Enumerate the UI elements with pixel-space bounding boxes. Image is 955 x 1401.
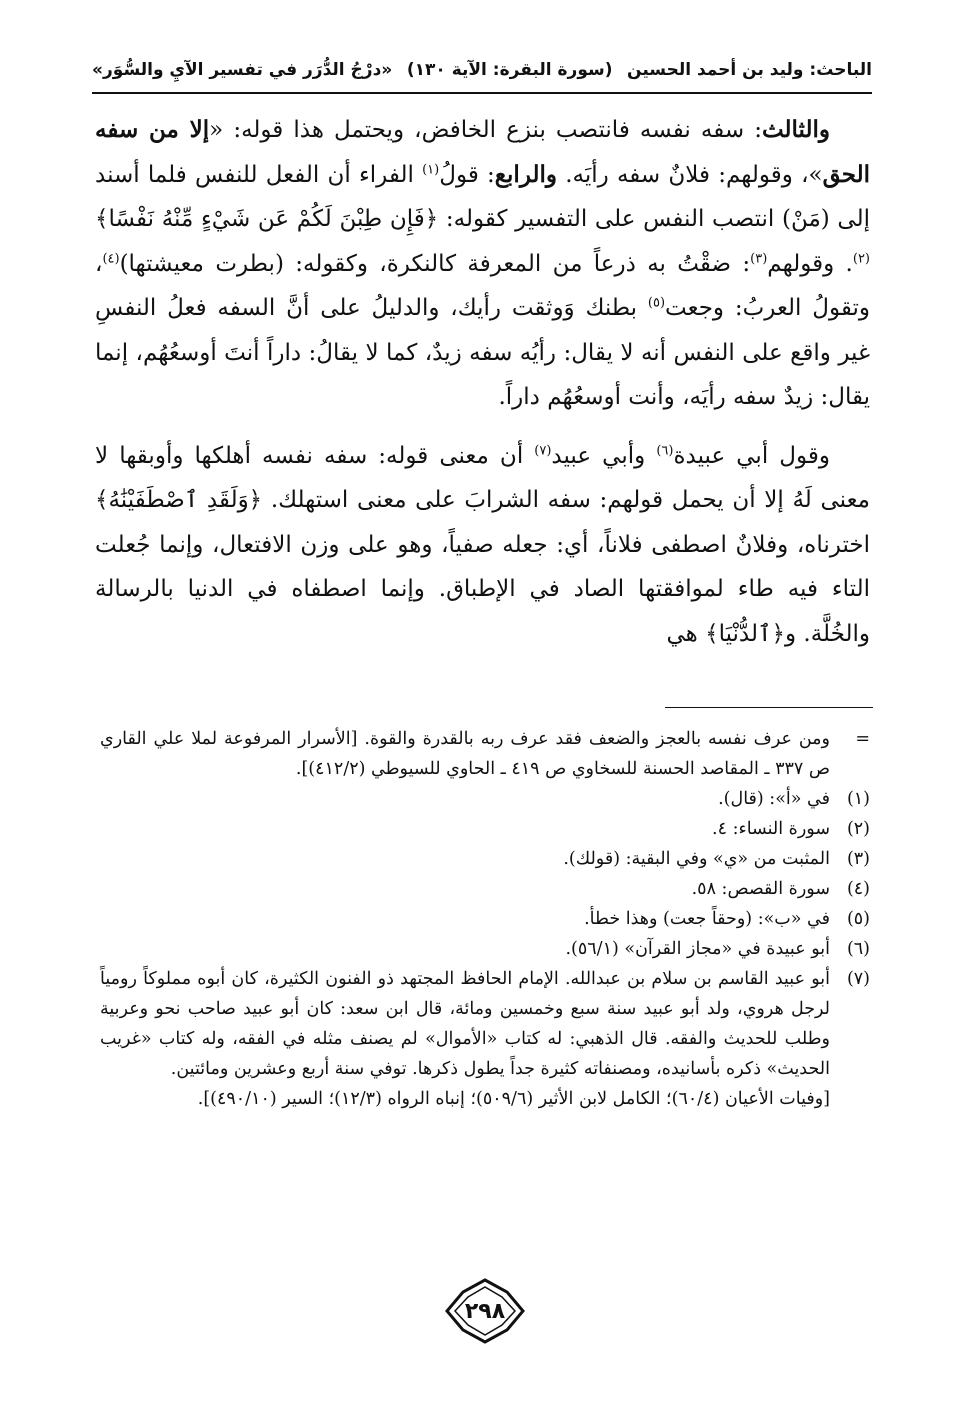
footnote-ref-5[interactable]: (٥) [647,295,666,311]
footnote-text: المثبت من «ي» وفي البقية: (قولك). [563,849,830,869]
footnote-number: (٧) [846,969,870,989]
footnote-text: أبو عبيد القاسم بن سلام بن عبدالله. الإمام الحافظ المجتهد ذو الفنون الكثيرة، كان أبوه مملوكاً رومياً لرجل هروي، ولد أبو عبيد سنة سبع وخمسين ومائة، قال ابن سعد: كان أبو عبيد صاحب نحو وعربية وطلب للحديث والفقه. قال الذهبي: له كتاب «الأموال» لم يصنف مثله في الفقه، وله كتاب «غريب الحديث» ذكره بأسانيده، ومصنفاته كثيرة جداً يطول ذكرها. توفي سنة أربع وعشرين ومائتين. [100,969,830,1079]
quote-bold: إلا من سفه الحق [95,116,870,188]
footnote-1 [100,784,870,814]
term-fourth: والرابع [494,160,558,188]
header-book-title: «درْجُ الدُّرَر في تفسير الآيِ والسُّوَر» [92,60,393,80]
footnote-7 [100,964,870,1114]
footnote-6 [100,934,870,964]
footnote-number: (٤) [846,879,870,899]
footnote-text: سورة النساء: ٤. [712,819,830,839]
text-run: : ضقْتُ به ذرعاً من المعرفة كالنكرة، وكقوله: (بطرت معيشتها) [119,250,751,277]
footnote-text: ومن عرف نفسه بالعجز والضعف فقد عرف ربه بالقدرة والقوة. [الأسرار المرفوعة لملا علي القاري ص ٣٣٧ ـ المقاصد الحسنة للسخاوي ص ٤١٩ ـ الحاوي للسيوطي (٤١٢/٢)]. [100,729,830,779]
footnote-number: (٥) [846,909,870,929]
text-run: »، وقولهم: فلانٌ سفه رأيَه. [557,161,823,188]
header-author: الباحث: وليد بن أحمد الحسين [627,60,872,80]
footnote-text: أبو عبيدة في «مجاز القرآن» (٥٦/١). [565,939,830,959]
paragraph-2 [95,434,870,657]
text-run: بطنك وَوثقت رأيك، والدليلُ على أنَّ السفه فعلُ النفسِ غير واقع على النفس أنه لا يقال: رأيُه سفه زيدٌ، كما لا يقالُ: داراً أنتَ أوسعُهُم، إنما يقال: زيدٌ سفه رأيَه، وأنت أوسعُهُم داراً. [95,295,870,410]
term-third: والثالث [761,116,830,143]
footnote-number: (٢) [846,819,870,839]
footnote-ref-2[interactable]: (٢) [852,250,870,266]
header-rule [92,92,872,94]
footnote-ref-1[interactable]: (١) [422,161,440,177]
footnote-continued [100,724,870,784]
footnote-5 [100,904,870,934]
footnote-text: سورة القصص: ٥٨. [691,879,830,899]
footnote-separator [665,707,873,708]
text-run: وأبي عبيد [551,442,657,469]
text-run: الفراء أن الفعل للنفس فلما أسند إلى (مَنْ) انتصب النفس على التفسير كقوله: ﴿فَإِن طِبْنَ لَكُمْ عَن شَيْءٍ مِّنْهُ نَفْسًا﴾ [95,161,870,232]
footnote-number: (١) [846,789,870,809]
page-number: ٢٩٨ [464,1298,506,1324]
text-run: : قولُ [439,161,495,188]
footnote-ref-7[interactable]: (٧) [534,442,552,458]
header-section: (سورة البقرة: الآية ١٣٠) [406,60,613,80]
paragraph-1 [95,108,870,420]
footnote-4 [100,874,870,904]
running-header [92,50,872,90]
text-run: أن معنى قوله: سفه نفسه أهلكها وأوبقها لا معنى لَهُ إلا أن يحمل قولهم: سفه الشرابَ على معنى استهلك. ﴿وَلَقَدِ ٱصْطَفَيْنَٰهُ﴾ اخترناه، وفلانٌ اصطفى فلاناً، أي: جعله صفياً، وهو على وزن الافتعال، وإنما جُعلت التاء فيه طاء لموافقتها الصاد في الإطباق. وإنما اصطفاه في الدنيا بالرسالة والخُلَّة. و﴿ٱلدُّنْيَا﴾ هي [95,442,870,647]
footnote-2 [100,814,870,844]
footnote-ref-3[interactable]: (٣) [750,250,768,266]
footnote-ref-4[interactable]: (٤) [102,250,120,266]
text-run: وقول أبي عبيدة [673,442,830,469]
footnote-text: في «أ»: (قال). [718,789,830,809]
text-run: . وقولهم [767,250,853,277]
footnote-3 [100,844,870,874]
footnote-text: في «ب»: (وحقاً جعت) وهذا خطأ. [584,909,830,929]
footnote-number: = [855,729,870,749]
footnote-number: (٣) [846,849,870,869]
footnotes [100,724,870,1114]
footnote-references: [وفيات الأعيان (٦٠/٤)؛ الكامل لابن الأثير (٥٠٩/٦)؛ إنباه الرواه (١٢/٣)؛ السير (٤٩٠/١٠)]. [197,1089,830,1109]
text-run: : سفه نفسه فانتصب بنزع الخافض، ويحتمل هذا قوله: « [209,117,762,143]
main-text [95,108,870,656]
text-run: ، وتقولُ العربُ: وجعت [95,250,870,321]
page-number-ornament [445,1278,525,1344]
footnote-number: (٦) [846,939,870,959]
footnote-ref-6[interactable]: (٦) [656,442,674,458]
